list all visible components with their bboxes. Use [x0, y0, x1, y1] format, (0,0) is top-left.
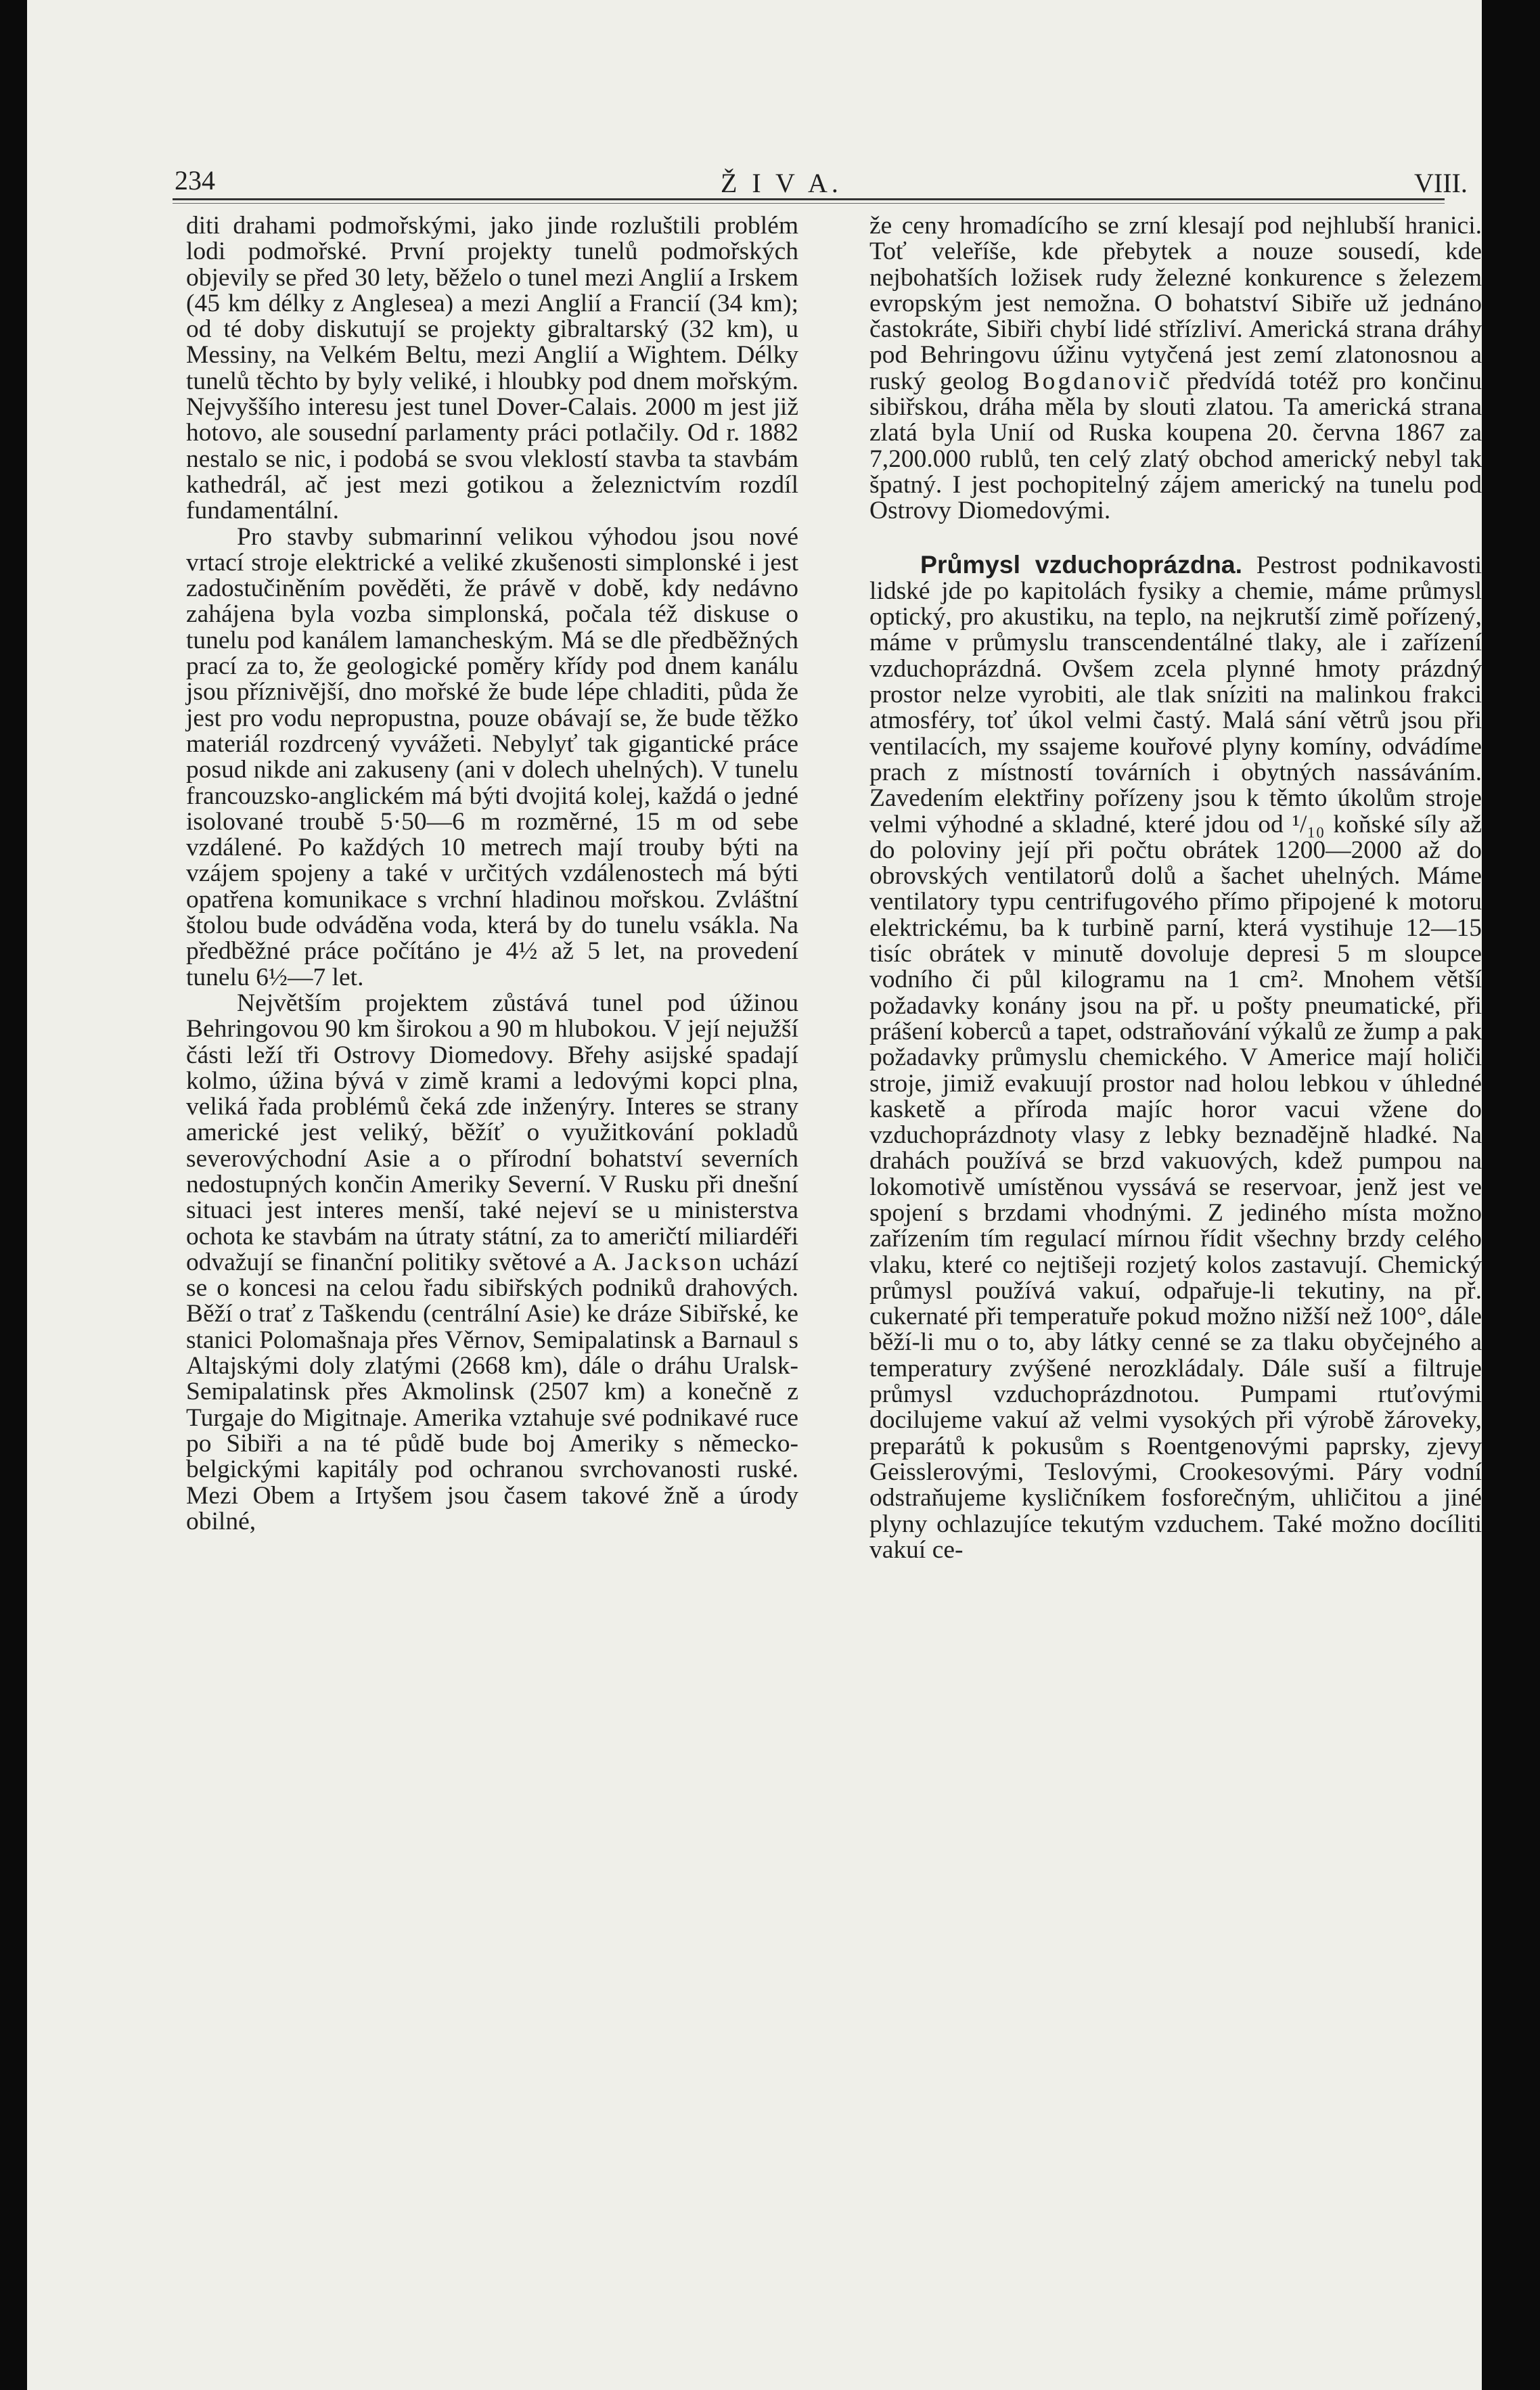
paragraph-text: uchází se o koncesi na celou řadu sibiřských podniků drahových. Běží o trať z Taškendu (centrální Asie) ke dráze Sibiřské, ke stanici Polomašnaja přes Věrnov, Semipalatinsk a Barnaul s Altajskými doly zlatými (2668 km), dále o dráhu Uralsk-Semipalatinsk přes Akmolinsk (2507 km) a konečně z Turgaje do Migitnaje. Amerika vztahuje své podnikavé ruce po Sibiři a na té půdě bude boj Ameriky s německo-belgickými kapitály pod ochranou svrchovanosti ruské. Mezi Obem a Irtyšem jsou časem takové žně a úrody obilné, [186, 1248, 799, 1535]
paragraph [869, 213, 1482, 524]
header-rule [173, 198, 1445, 200]
paragraph-text: Největším projektem zůstává tunel pod úžinou Behringovou 90 km širokou a 90 m hlubokou. V její nejužší části leží tři Ostrovy Diomedovy. Břehy asijské spadají kolmo, úžina bývá v zimě krami a ledovými kopci plna, veliká řada problémů čeká zde inženýry. Interes se strany americké jest veliký, běžíť o využitkování pokladů severovýchodní Asie a o přírodní bohatství severních nedostupných končin Ameriky Severní. V Rusku při dnešní situaci jest interes menší, také nejeví se u ministerstva ochota ke stavbám na útraty státní, za to američtí miliardéři odvažují se finanční politiky světové a A. [186, 989, 798, 1276]
paragraph-text: že ceny hromadícího se zrní klesají pod nejhlubší hranici. Toť veleříše, kde přebytek a nouze sousedí, kde nejbohatších ložisek rudy železné konkurence s železem evropským jest nemožna. O bohatství Sibiře už jednáno častokráte, Sibiři chybí lidé střízliví. Americká strana dráhy pod Behringovu úžinu vytyčená jest zemí zlatonosnou a ruský geolog [869, 212, 1482, 395]
paragraph: diti drahami podmořskými, jako jinde rozluštili problém lodi podmořské. První projekty tunelů podmořských objevily se před 30 lety, běželo o tunel mezi Anglií a Irskem (45 km délky z Anglesea) a mezi Anglií a Francií (34 km); od té doby diskutují se projekty gibraltarský (32 km), u Messiny, na Velkém Beltu, mezi Anglií a Wightem. Délky tunelů těchto by byly veliké, i hloubky pod dnem mořským. Nejvyššího interesu jest tunel Dover-Calais. 2000 m jest již hotovo, ale sousední parlamenty práci potlačily. Od r. 1882 nestalo se nic, i podobá se svou vleklostí stavba ta stavbám kathedrál, ač jest mezi gotikou a železnictvím rozdíl fundamentální. [186, 212, 798, 525]
paragraph-text: předvídá totéž pro končinu sibiřskou, dráha měla by slouti zlatou. Ta americká strana zlatá byla Unií od Ruska koupena 20. června 1867 za 7,200.000 rublů, ten celý zlatý obchod americký nebyl tak špatný. I jest pochopitelný zájem americký na tunelu pod Ostrovy Diomedovými. [869, 367, 1482, 525]
right-column [869, 213, 1482, 1563]
scan-border [1482, 0, 1540, 2390]
paragraph-text: Pestrost podnikavosti lidské jde po kapitolách fysiky a chemie, máme průmysl optický, pro akustiku, na teplo, na nejkrutší zimě pořízený, máme v průmyslu transcendentálné tlaky, ale i zařízení vzduchoprázdná. Ovšem zcela plynné hmoty prázdný prostor nelze vyrobiti, ale tlak sníziti na malinkou frakci atmosféry, toť úkol velmi častý. Malá sání větrů jsou při ventilacích, my ssajeme kouřové plyny komíny, odvádíme prach z místností továrních i obytných nassáváním. Zavedením elektřiny pořízeny jsou k těmto úkolům stroje velmi výhodné a skladné, které jdou od ¹/₁₀ koňské síly až do poloviny její při počtu obrátek 1200—2000 až do obrovských ventilatorů dolů a šachet uhelných. Máme ventilatory typu centrifugového přímo připojené k motoru elektrickému, ba k turbině parní, která vystihuje 12—15 tisíc obrátek v minutě dovoluje depresi 5 m sloupce vodního či půl kilogramu na 1 cm². Mnohem větší požadavky konány jsou na př. u pošty pneumatické, při prášení koberců a tapet, odstraňování výkalů ze žump a pak požadavky průmyslu chemického. V Americe mají holiči stroje, jimiž evakuují prostor nad holou lebkou v úhledné kasketě a příroda majíc horor vacui vžene do vzduchoprázdnoty vlasy z lebky beznadějně hladké. Na drahách používá se brzd vakuových, kdež pumpou na lokomotivě umístěnou vyssává se reservoar, jenž jest ve spojení s brzdami vhodnými. Z jediného místa možno zařízením tím regulací mírnou řídit všechny brzdy celého vlaku, které co nejtišeji rozjetý kolos zastavují. Chemický průmysl používá vakuí, odpařuje-li tekutiny, na př. cukernaté při temperatuře pokud možno nižší než 100°, dále běží-li mu o to, aby látky cenné se za tlaku obyčejného a temperatury zvýšené nerozkládaly. Dále suší a filtruje průmysl vzduchoprázdnotou. Pumpami rtuťovými docilujeme vakuí až velmi vysokých při výrobě žároveky, preparátů k pokusům s Roentgenovými paprsky, zjevy Geisslerovými, Teslovými, Crookesovými. Páry vodní odstraňujeme kysličníkem fosforečným, uhličitou a jiné plyny ochlazujíce tekutým vzduchem. Také možno docíliti vakuí ce- [869, 551, 1482, 1564]
person-name: Bogdanovič [1022, 367, 1173, 395]
header-rule-thin [173, 203, 1445, 204]
section-heading: Průmysl vzduchoprázdna. [920, 549, 1243, 579]
journal-title: Ž I V A. [721, 168, 842, 198]
journal-page [27, 0, 1482, 2390]
paragraph: Pro stavby submarinní velikou výhodou jsou nové vrtací stroje elektrické a veliké zkušenosti simplonské i jest zadostučiněním pověděti, že právě v době, kdy nedávno zahájena byla vozba simplonská, počala též diskuse o tunelu pod kanálem lamancheským. Má se dle předběžných prací za to, že geologické poměry křídy pod dnem kanálu jsou příznivější, dno mořské že bude lépe chladiti, půda že jest pro vodu nepropustna, pouze obávají se, že bude těžko materiál rozdrcený vyvážeti. Nebylyť tak gigantické práce posud nikde ani zakuseny (ani v dolech uhelných). V tunelu francouzsko-anglickém má býti dvojitá kolej, každá o jedné isolované troubě 5·50—6 m rozměrné, 15 m od sebe vzdálené. Po každých 10 metrech mají trouby býti na vzájem spojeny a také v určitých vzdálenostech má býti opatřena komunikace s vrchní hladinou mořskou. Zvláštní štolou bude odváděna voda, která by do tunelu vsákla. Na předběžné práce počítáno je 4½ až 5 let, na provedení tunelu 6½—7 let. [186, 522, 798, 991]
paragraph [869, 551, 1482, 1564]
page-header [27, 152, 1482, 198]
paragraph [186, 991, 798, 1535]
page-number: 234 [175, 165, 215, 196]
left-column [186, 213, 798, 1535]
volume-number: VIII. [1414, 168, 1468, 198]
person-name: Jackson [625, 1248, 725, 1276]
